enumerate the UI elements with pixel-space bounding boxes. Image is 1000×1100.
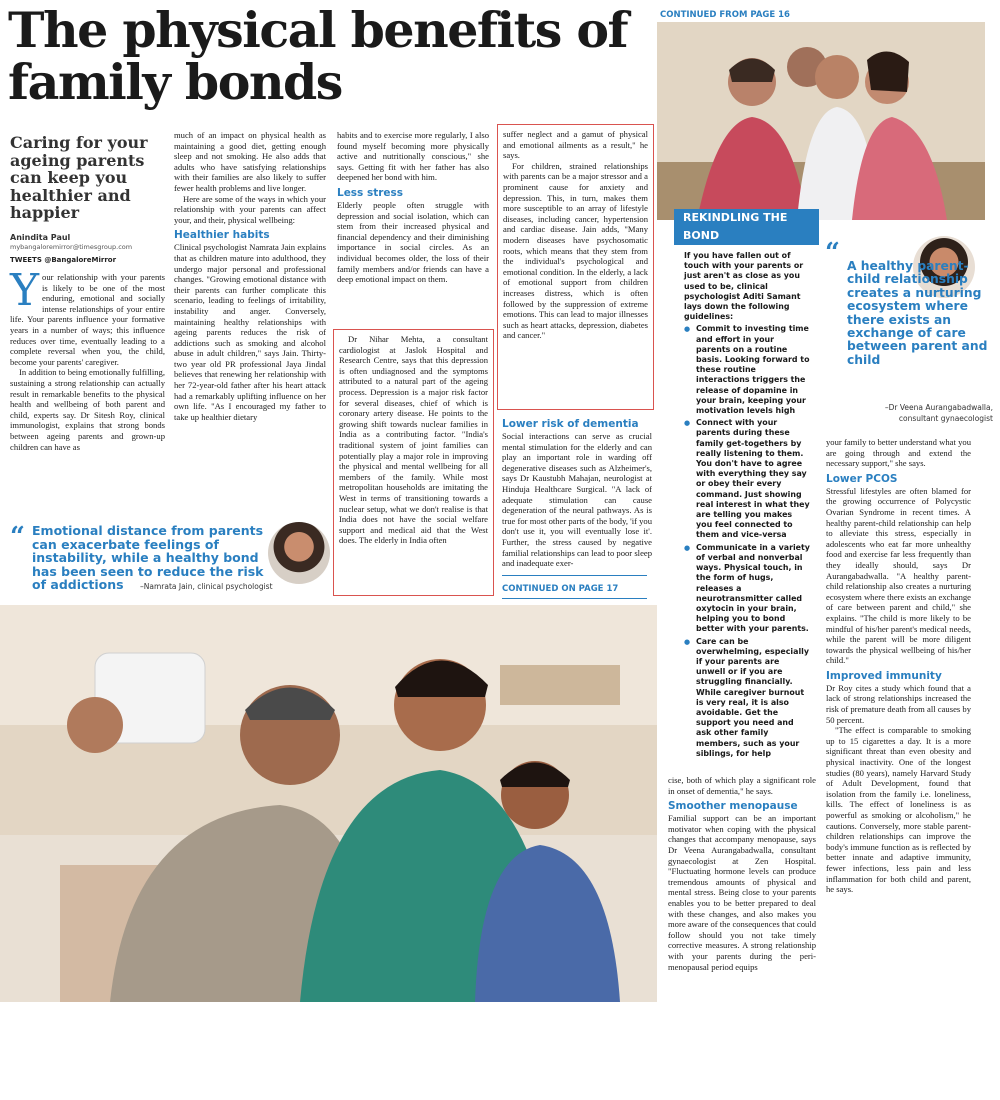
author-email[interactable]: mybangaloremirror@timesgroup.com (10, 242, 133, 251)
selfie-illustration (0, 605, 657, 1002)
highlight-box-jain (497, 124, 654, 410)
author-name: Anindita Paul (10, 233, 71, 242)
col2-paragraph: much of an impact on physical health as maintaining a good diet, getting enough sleep and not smoking. He also adds that adults who have satisfying relationships with their families are also likely to suffer fewer health problems and live longer. (174, 130, 326, 193)
colB-paragraph: "The effect is comparable to smoking up to 15 cigarettes a day. It is a more significant threat than even obesity and physical inactivity. One of the longest studies (80 years), namely Harvard Study of Adult Development, found that isolation from the family i.e. loneliness, kills. The effect of loneliness is as powerful as smoking or alcoholism," he cautions. Conversely, more stable parent-children relationships can improve the body's immune function as is reflected by better innate and adaptive immunity, fewer infections, less pain and less inflammation for both child and parent, he says. (826, 725, 971, 895)
subhead-healthier-habits: Healthier habits (174, 229, 270, 242)
dropcap: Y (10, 265, 40, 316)
pullquote2-attribution-name: –Dr Veena Aurangabadwalla, (884, 403, 993, 412)
namrata-jain-photo (268, 522, 330, 584)
pullquote-text: Emotional distance from parents can exacerbate feelings of instability, while a healthy bond has been seen to reduce the risk of addictions (32, 523, 264, 592)
highlight-box-mehta (333, 329, 494, 596)
quote-mark-icon: “ (10, 522, 25, 552)
rekindling-sidebar (674, 209, 819, 758)
continued-on-box (502, 575, 647, 599)
column-right-b (826, 437, 971, 895)
family-photo-illustration (657, 22, 985, 220)
sidebar-list (684, 324, 811, 759)
pullquote-jain (10, 522, 330, 600)
pullquote2-attribution (853, 402, 993, 424)
subhead-lower-pcos: Lower PCOS (826, 472, 898, 485)
col1-paragraph: our relationship with your parents is likely to be one of the most enduring, emotional and socially intense relationships of your entire life. Your parents influence your formative years in a number of ways; this influence reduces over time, eventually leading to a complete reversal when you, the child, become your parents' caregiver. (10, 272, 165, 367)
deck: Caring for your ageing parents can keep you healthier and happier (10, 133, 148, 222)
col4-boxed-paragraph: suffer neglect and a gamut of physical and emotional ailments as a result," he says. (503, 129, 648, 161)
byline (10, 233, 170, 266)
colB-paragraph: Dr Roy cites a study which found that a lack of strong relationships increased the risk of premature death from all causes by 50 percent. (826, 682, 971, 725)
col4-paragraph: Social interactions can serve as crucial mental stimulation for the elderly and can play an important role in warding off degenerative diseases such as Alzheimer's, says Dr Kaustubh Mahajan, neurologist at Hinduja Healthcare Surgical. "A lack of adequate stimulation can cause degeneration of the neural pathways. As is true for most other parts of the body, 'if you don't use it, you will eventually lose it'. Further, the stress caused by negative familial relationships can lead to poor sleep and inadequate exer- (502, 431, 652, 569)
sidebar-list-item: ● Connect with your parents during these family get-togethers by really listening to them. You don't have to agree with everything they say or obey their every command. Just showing real interest in what they are telling you makes you feel connected to them and vice-versa (684, 418, 811, 540)
column-1 (10, 265, 165, 452)
col3-paragraph: habits and to exercise more regularly, I also found myself becoming more physically active and nutritionally conscious," she says. Getting fit with her father has also deepened her bond with him. (337, 130, 489, 183)
pullquote2-text: A healthy parent-child relationship creates a nurturing ecosystem where there exists an exchange of care between parent and child (847, 259, 988, 367)
family-photo-top (657, 22, 985, 220)
column-2 (174, 130, 326, 422)
column-3 (337, 130, 489, 285)
sidebar-list-item: ● Communicate in a variety of verbal and nonverbal ways. Physical touch, in the form of hugs, releases a neurotransmitter called oxytocin in your brain, helping you to bond better with your parents. (684, 543, 811, 635)
continued-on-label: CONTINUED ON PAGE 17 (502, 584, 619, 594)
col3-paragraph: Elderly people often struggle with depression and social isolation, which can stem from their increased physical and financial dependency and their diminishing importance in social circles. As an individual becomes older, the loss of their family members and/or friends can have a deep emotional impact on them. (337, 199, 489, 285)
sidebar-list-item: ● Care can be overwhelming, especially if your parents are unwell or if you are struggling financially. While caregiver burnout is very real, it is also avoidable. Get the support you need and ask other family members, such as your siblings, for help (684, 637, 811, 759)
col2-paragraph: Clinical psychologist Namrata Jain explains that as children mature into adulthood, they undergo major personal and professional changes. "Growing emotional distance with their parents can further complicate this scenario, leading to feelings of irritability, instability and anger. Conversely, maintaining healthy relationships with ageing parents reduces the risk of addictions such as smoking and alcohol abuse in adult children," says Jain. Thirty-two year old PR professional Jaya Jindal believes that renewing her relationship with her 72-year-old father after his heart attack had a remarkably uplifting influence on her own life. "As I encouraged my father to take up healthier dietary (174, 242, 326, 422)
subhead-smoother-menopause: Smoother menopause (668, 800, 798, 813)
tweets-handle[interactable]: TWEETS @BangaloreMirror (10, 256, 117, 264)
sidebar-list-item: ● Commit to investing time and effort in your parents on a routine basis. Looking forward to these routine interactions triggers the release of dopamine in your brain, keeping your motivation levels high (684, 324, 811, 416)
column-4 (502, 418, 652, 569)
col2-paragraph: Here are some of the ways in which your relationship with your parents can affect your, and their, physical wellbeing: (174, 193, 326, 225)
sidebar-title: REKINDLING THE BOND (674, 209, 819, 245)
continued-from-label: CONTINUED FROM PAGE 16 (660, 10, 790, 20)
family-selfie-photo (0, 605, 657, 1002)
headline: The physical benefits of family bonds (8, 1, 628, 111)
colA-paragraph: cise, both of which play a significant role in onset of dementia," he says. (668, 775, 816, 796)
pullquote2-attribution-role: consultant gynaecologist (898, 414, 993, 423)
col4-boxed-paragraph: For children, strained relationships with parents can be a major stressor and a prominent cause for anxiety and depression. This, in turn, makes them more susceptible to an array of lifestyle diseases, including cancer, hypertension and cardiac disease. Jain adds, "Many modern diseases have psychosomatic roots, which means that they stem from the individual's psychological and emotional condition. In the elderly, a lack of emotional support from children increases distress, which is often followed by the suppression of extreme emotions. This can lead to major illnesses such as heart attacks, depression, diabetes and cancer." (503, 160, 648, 341)
pullquote-attribution: –Namrata Jain, clinical psychologist (140, 582, 273, 591)
column-right-a (668, 775, 816, 972)
quote-mark-icon: “ (825, 238, 840, 268)
sidebar-body (674, 245, 819, 763)
subhead-improved-immunity: Improved immunity (826, 669, 942, 682)
col1-paragraph: In addition to being emotionally fulfilling, sustaining a strong relationship can actually result in remarkable benefits to the physical health and wellbeing of both parent and child, experts say. Dr Sitesh Roy, clinical immunologist, explains that strong bonds between ageing parents and grown-up children can have as (10, 367, 165, 452)
sidebar-intro: If you have fallen out of touch with your parents or just aren't as close as you used to be, clinical psychologist Aditi Samant lays down the following guidelines: (684, 251, 804, 322)
col3-boxed-paragraph: Dr Nihar Mehta, a consultant cardiologist at Jaslok Hospital and Research Centre, says that this depression is often undiagnosed and the symptoms attributed to a natural part of the ageing process. Depression is a major risk factor for several diseases, chief of which is coronary artery disease. He points to the growing shift towards nuclear families in India as a contributing factor. "India's traditional system of joint families can potentially play a major role in improving the physical and mental wellbeing for all members of the family. While most metropolitan households are imitating the West in terms of transitioning towards a nuclear setup, what we don't realise is that India does not have the social welfare support and medical aid that the West does. The elderly in India often (339, 334, 488, 546)
subhead-lower-risk-dementia: Lower risk of dementia (502, 418, 639, 430)
pullquote-aurangabadwalla (825, 236, 993, 451)
colB-paragraph: your family to better understand what you are going through and extend the necessary support," she says. (826, 437, 971, 469)
colA-paragraph: Familial support can be an important motivator when coping with the physical changes that accompany menopause, says Dr Veena Aurangabadwalla, consultant gynaecologist at Zen Hospital. "Fluctuating hormone levels can produce tremendous amounts of physical and mental stress. Being close to your parents enables you to be better prepared to deal with these changes, and also makes you more aware of the consequences that could follow should you not take timely corrective measures. A strong relationship with your parents during the peri-menopausal period equips (668, 813, 816, 972)
subhead-less-stress: Less stress (337, 186, 404, 199)
colB-paragraph: Stressful lifestyles are often blamed for the growing occurrence of Polycystic Ovarian Syndrome in recent times. A healthy parent-child relationship can help to alleviate this stress, especially in adolescents who eat far more unhealthy food and exercise far less frequently than they ideally should, says Dr Aurangabadwalla. "A healthy parent-child relationship also creates a nurturing ecosystem where there exists an exchange of care between parent and child," she explains. "The child is more likely to be mindful of his/her parent's medical needs, while the parent will be more diligent towards the physical wellbeing of his/her child." (826, 485, 971, 666)
